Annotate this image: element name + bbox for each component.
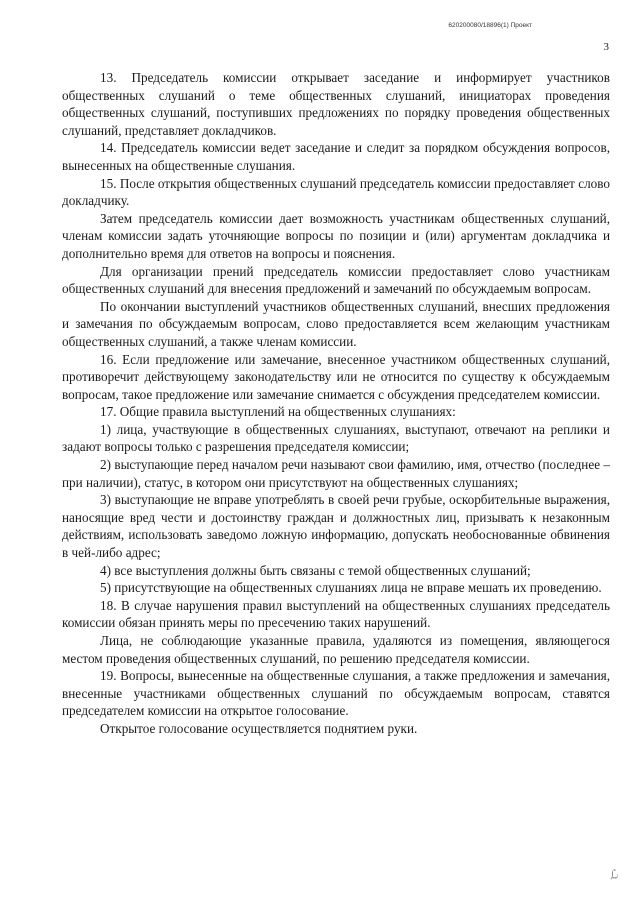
rule-item-1: 1) лица, участвующие в общественных слушаниях, выступают, отвечают на реплики и задают вопросы только с разрешения председателя комиссии; [62, 421, 610, 455]
rule-item-3: 3) выступающие не вправе употреблять в своей речи грубые, оскорбительные выражения, наносящие вред чести и достоинству граждан и должностных лиц, призывать к незаконным действиям, использовать заведомо ложную информацию, допускать необоснованные обвинения в чей-либо адрес; [62, 492, 610, 561]
paragraph-15-debate: Для организации прений председатель комиссии предоставляет слово участникам общественных слушаний для внесения предложений и замечаний по обсуждаемым вопросам. [62, 263, 610, 297]
paragraph-17: 17. Общие правила выступлений на общественных слушаниях: [100, 404, 456, 420]
initials-mark-icon: ℒ [607, 866, 620, 884]
paragraph-15-closing: По окончании выступлений участников общественных слушаний, внесших предложения и замечания по обсуждаемым вопросам, слово предоставляется всем желающим участникам общественных слушаний, а также членам комиссии. [62, 298, 610, 349]
paragraph-15-questions: Затем председатель комиссии дает возможность участникам общественных слушаний, членам комиссии задать уточняющие вопросы по позиции и (или) аргументам докладчика и дополнительно время для ответов на вопросы и пояснения. [62, 210, 610, 261]
document-body [62, 69, 610, 738]
rule-item-4: 4) все выступления должны быть связаны с темой общественных слушаний; [100, 562, 531, 578]
paragraph-18: 18. В случае нарушения правил выступлений на общественных слушаниях председатель комиссии обязан принять меры по пресечению таких нарушений. [62, 597, 610, 631]
paragraph-13: 13. Председатель комиссии открывает заседание и информирует участников общественных слушаний о теме общественных слушаний, инициаторах проведения общественных слушаний, поступивших предложениях по порядку проведения общественных слушаний, представляет докладчиков. [62, 70, 610, 138]
paragraph-14: 14. Председатель комиссии ведет заседание и следит за порядком обсуждения вопросов, вынесенных на общественные слушания. [62, 140, 610, 173]
rule-item-2: 2) выступающие перед началом речи называют свои фамилию, имя, отчество (последнее – при наличии), статус, в котором они присутствуют на общественных слушаниях; [62, 457, 610, 490]
paragraph-15: 15. После открытия общественных слушаний председатель комиссии предоставляет слово докладчику. [62, 175, 610, 209]
paragraph-19-voting: Открытое голосование осуществляется поднятием руки. [100, 720, 418, 736]
paragraph-18-removal: Лица, не соблюдающие указанные правила, удаляются из помещения, являющегося местом проведения общественных слушаний, по решению председателя комиссии. [62, 633, 610, 666]
rule-item-5: 5) присутствующие на общественных слушаниях лица не вправе мешать их проведению. [100, 580, 602, 596]
paragraph-19: 19. Вопросы, вынесенные на общественные слушания, а также предложения и замечания, внесенные участниками общественных слушаний по обсуждаемым вопросам, ставятся председателем комиссии на открытое голосование. [62, 668, 610, 719]
page-number: 3 [603, 41, 609, 53]
document-id: 620200080/18896(1) Проект [448, 22, 532, 29]
paragraph-16: 16. Если предложение или замечание, внесенное участником общественных слушаний, противоречит действующему законодательству или не относится по существу к обсуждаемым вопросам, такое предложение или замечание снимается с обсуждения председателем комиссии. [62, 351, 610, 402]
